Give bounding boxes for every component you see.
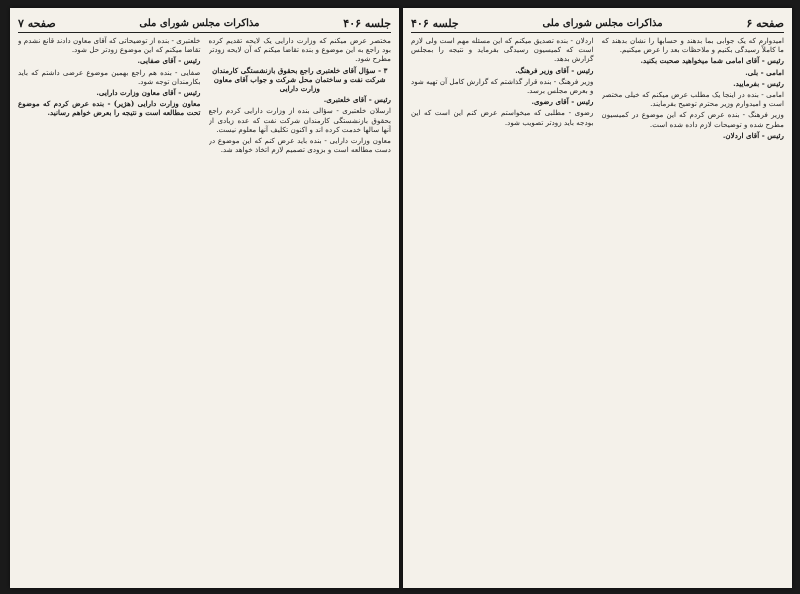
paragraph: امیدوارم که یک جوابی بما بدهند و حسابها را نشان بدهند که ما کاملاً رسیدگی بکنیم و ملاحظات بعد را عرض میکنیم. <box>601 36 784 55</box>
paragraph: خلعتبری - بنده از توضیحاتی که آقای معاون دادند قانع نشدم و تقاضا میکنم که این موضوع زودتر حل شود. <box>18 36 201 55</box>
left-page-col-right <box>209 36 392 582</box>
right-page-header <box>411 14 784 33</box>
right-page-title: مذاکرات مجلس شورای ملی <box>542 17 663 29</box>
paragraph: رئیس - آقای خلعتبری. <box>323 95 391 105</box>
paragraph: مختصر عرض میکنم که وزارت دارایی یک لایحه تقدیم کرده بود راجع به این موضوع و بنده تقاضا میکنم که آن لایحه زودتر مطرح شود. <box>208 36 391 64</box>
right-page-col-left <box>411 36 594 582</box>
paragraph: رئیس - آقای اردلان. <box>722 130 784 140</box>
paragraph: رئیس - آقای معاون وزارت دارایی. <box>96 88 201 98</box>
paragraph: رئیس - آقای امامی شما میخواهید صحبت بکنید. <box>640 56 784 66</box>
paragraph: ارسلان خلعتبری - سؤالی بنده از وزارت دارایی کردم راجع بحقوق بازنشستگی کارمندان شرکت نفت که عده زیادی از آنها سالها خدمت کرده اند و اکنون تکلیف آنها معلوم نیست. <box>208 106 391 134</box>
paragraph: امامی - بنده در اینجا یک مطلب عرض میکنم که خیلی مختصر است و امیدوارم وزیر محترم توضیح بفرمایند. <box>601 90 784 109</box>
paragraph: معاون وزارت دارایی (هژیر) - بنده عرض کردم که موضوع تحت مطالعه است و نتیجه را بعرض خواهم رسانید. <box>18 99 201 118</box>
document-spread <box>10 8 792 588</box>
left-page-col-left <box>18 36 201 582</box>
right-page-session: جلسه ۴۰۶ <box>411 16 459 30</box>
paragraph: رئیس - آقای رضوی. <box>531 97 594 107</box>
right-page-number: صفحه ۶ <box>746 16 784 30</box>
left-page <box>10 8 399 588</box>
agenda-item-title: ۳ - سؤال آقای خلعتبری راجع بحقوق بازنشستگی کارمندان شرکت نفت و ساختمان محل شرکت و جواب آقای معاون وزارت دارایی <box>212 65 388 94</box>
left-page-number: صفحه ۷ <box>18 16 56 30</box>
paragraph: معاون وزارت دارایی - بنده باید عرض کنم که این موضوع در دست مطالعه است و بزودی تصمیم لازم اتخاذ خواهد شد. <box>208 136 391 155</box>
left-page-header <box>18 14 391 33</box>
paragraph: رئیس - بفرمایید. <box>733 78 784 88</box>
left-page-session: جلسه ۴۰۶ <box>343 16 391 30</box>
paragraph: رئیس - آقای صفایی. <box>137 56 201 66</box>
right-page-columns <box>411 36 784 582</box>
left-page-title: مذاکرات مجلس شورای ملی <box>139 17 260 29</box>
right-page <box>403 8 792 588</box>
paragraph: رضوی - مطلبی که میخواستم عرض کنم این است که این بودجه باید زودتر تصویب شود. <box>411 108 594 127</box>
paragraph: اردلان - بنده تصدیق میکنم که این مسئله مهم است ولی لازم است که کمیسیون رسیدگی بفرماید و نتیجه را بمجلس گزارش بدهد. <box>411 36 594 64</box>
paragraph: صفایی - بنده هم راجع بهمین موضوع عرضی داشتم که باید بکارمندان توجه شود. <box>18 67 201 86</box>
paragraph: رئیس - آقای وزیر فرهنگ. <box>515 65 594 75</box>
paragraph: امامی - بلی. <box>745 67 784 77</box>
left-page-columns <box>18 36 391 582</box>
right-page-col-right <box>602 36 785 582</box>
paragraph: وزیر فرهنگ - بنده قرار گذاشتم که گزارش کامل آن تهیه شود و بعرض مجلس برسد. <box>411 76 594 96</box>
paragraph: وزیر فرهنگ - بنده عرض کردم که این موضوع در کمیسیون مطرح شده و توضیحات لازم داده شده است. <box>601 110 784 129</box>
